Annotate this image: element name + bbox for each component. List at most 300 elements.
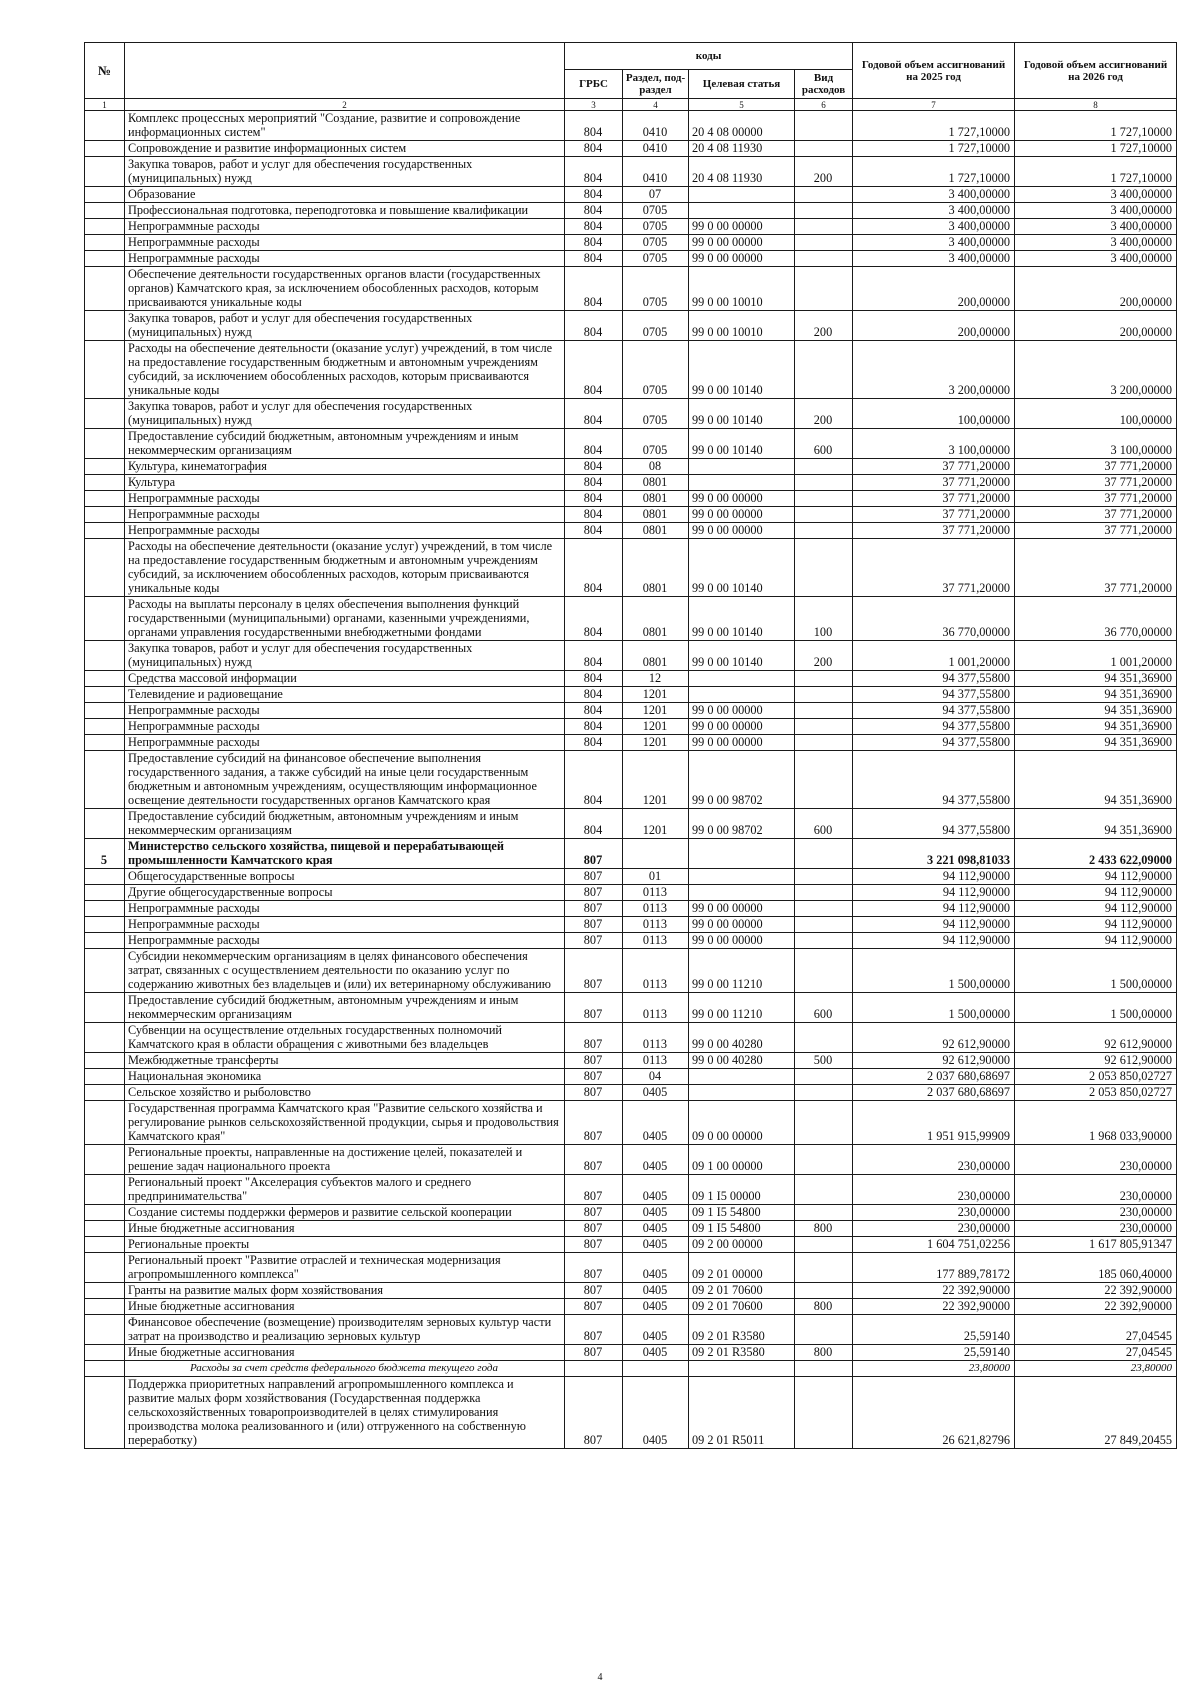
row-expense-type bbox=[795, 111, 853, 141]
row-name: Гранты на развитие малых форм хозяйствования bbox=[125, 1283, 565, 1299]
column-numbers-row bbox=[85, 99, 1177, 111]
table-row bbox=[85, 1145, 1177, 1175]
row-amount-2026: 3 400,00000 bbox=[1015, 251, 1177, 267]
row-name: Сельское хозяйство и рыболовство bbox=[125, 1085, 565, 1101]
row-expense-type bbox=[795, 1069, 853, 1085]
budget-body bbox=[85, 99, 1177, 1449]
row-amount-2026: 94 351,36900 bbox=[1015, 735, 1177, 751]
row-expense-type bbox=[795, 491, 853, 507]
table-row bbox=[85, 597, 1177, 641]
row-amount-2026: 94 351,36900 bbox=[1015, 809, 1177, 839]
row-target-article: 99 0 00 40280 bbox=[689, 1023, 795, 1053]
row-amount-2026: 1 727,10000 bbox=[1015, 111, 1177, 141]
row-target-article bbox=[689, 1069, 795, 1085]
row-name: Региональный проект "Развитие отраслей и техническая модернизация агропромышленного комплекса" bbox=[125, 1253, 565, 1283]
row-grbs: 807 bbox=[565, 993, 623, 1023]
row-razdel: 0405 bbox=[623, 1345, 689, 1361]
colnum: 1 bbox=[85, 99, 125, 111]
row-expense-type bbox=[795, 751, 853, 809]
colnum: 4 bbox=[623, 99, 689, 111]
row-expense-type: 800 bbox=[795, 1345, 853, 1361]
row-name: Обеспечение деятельности государственных органов власти (государственных органов) Камчатского края, за исключением обособленных расходов, которым присваиваются уникальные коды bbox=[125, 267, 565, 311]
row-amount-2026: 22 392,90000 bbox=[1015, 1283, 1177, 1299]
row-razdel: 0405 bbox=[623, 1175, 689, 1205]
row-grbs: 804 bbox=[565, 203, 623, 219]
row-name: Непрограммные расходы bbox=[125, 901, 565, 917]
table-row bbox=[85, 735, 1177, 751]
row-target-article: 99 0 00 10140 bbox=[689, 539, 795, 597]
row-expense-type: 100 bbox=[795, 597, 853, 641]
row-amount-2025: 94 377,55800 bbox=[853, 671, 1015, 687]
row-expense-type bbox=[795, 235, 853, 251]
row-expense-type bbox=[795, 203, 853, 219]
row-target-article: 09 1 I5 00000 bbox=[689, 1175, 795, 1205]
row-razdel: 0405 bbox=[623, 1101, 689, 1145]
row-number bbox=[85, 157, 125, 187]
row-expense-type: 800 bbox=[795, 1299, 853, 1315]
row-grbs: 804 bbox=[565, 429, 623, 459]
table-row bbox=[85, 1253, 1177, 1283]
row-razdel: 0705 bbox=[623, 341, 689, 399]
row-amount-2026: 94 112,90000 bbox=[1015, 885, 1177, 901]
row-expense-type: 200 bbox=[795, 399, 853, 429]
row-amount-2026: 3 400,00000 bbox=[1015, 235, 1177, 251]
header-vid: Вид расходов bbox=[795, 70, 853, 99]
row-number bbox=[85, 993, 125, 1023]
table-row bbox=[85, 475, 1177, 491]
row-grbs: 804 bbox=[565, 507, 623, 523]
row-amount-2026: 94 351,36900 bbox=[1015, 687, 1177, 703]
row-razdel: 0705 bbox=[623, 311, 689, 341]
row-name: Другие общегосударственные вопросы bbox=[125, 885, 565, 901]
row-razdel: 0113 bbox=[623, 917, 689, 933]
row-amount-2025: 1 727,10000 bbox=[853, 141, 1015, 157]
row-razdel: 0801 bbox=[623, 523, 689, 539]
row-expense-type: 500 bbox=[795, 1053, 853, 1069]
row-grbs: 807 bbox=[565, 1237, 623, 1253]
row-razdel: 0801 bbox=[623, 641, 689, 671]
row-amount-2025: 37 771,20000 bbox=[853, 491, 1015, 507]
row-target-article bbox=[689, 1085, 795, 1101]
row-expense-type bbox=[795, 949, 853, 993]
row-amount-2025: 1 727,10000 bbox=[853, 157, 1015, 187]
row-target-article bbox=[689, 187, 795, 203]
row-grbs: 804 bbox=[565, 187, 623, 203]
table-row bbox=[85, 885, 1177, 901]
table-row bbox=[85, 1299, 1177, 1315]
row-expense-type bbox=[795, 917, 853, 933]
table-row bbox=[85, 491, 1177, 507]
row-number bbox=[85, 1069, 125, 1085]
row-expense-type bbox=[795, 671, 853, 687]
row-name: Закупка товаров, работ и услуг для обеспечения государственных (муниципальных) нужд bbox=[125, 157, 565, 187]
header-num: № bbox=[85, 43, 125, 99]
row-grbs bbox=[565, 1361, 623, 1377]
row-name: Региональные проекты, направленные на достижение целей, показателей и решение задач национального проекта bbox=[125, 1145, 565, 1175]
row-amount-2026: 230,00000 bbox=[1015, 1145, 1177, 1175]
row-expense-type bbox=[795, 703, 853, 719]
row-razdel: 1201 bbox=[623, 719, 689, 735]
row-amount-2025: 230,00000 bbox=[853, 1175, 1015, 1205]
row-number bbox=[85, 1053, 125, 1069]
row-number bbox=[85, 1345, 125, 1361]
row-razdel: 0113 bbox=[623, 993, 689, 1023]
row-expense-type bbox=[795, 523, 853, 539]
row-amount-2025: 1 727,10000 bbox=[853, 111, 1015, 141]
row-target-article: 99 0 00 00000 bbox=[689, 901, 795, 917]
table-row bbox=[85, 839, 1177, 869]
table-row bbox=[85, 111, 1177, 141]
row-target-article: 99 0 00 10140 bbox=[689, 641, 795, 671]
row-amount-2026: 1 500,00000 bbox=[1015, 949, 1177, 993]
row-target-article: 99 0 00 10140 bbox=[689, 597, 795, 641]
row-target-article: 09 1 I5 54800 bbox=[689, 1205, 795, 1221]
row-amount-2025: 1 001,20000 bbox=[853, 641, 1015, 671]
row-target-article: 09 2 01 R3580 bbox=[689, 1315, 795, 1345]
row-grbs: 807 bbox=[565, 1345, 623, 1361]
row-expense-type bbox=[795, 341, 853, 399]
row-target-article: 09 1 00 00000 bbox=[689, 1145, 795, 1175]
row-name: Министерство сельского хозяйства, пищевой и перерабатывающей промышленности Камчатского края bbox=[125, 839, 565, 869]
row-grbs: 804 bbox=[565, 235, 623, 251]
row-grbs: 807 bbox=[565, 949, 623, 993]
row-name: Расходы на обеспечение деятельности (оказание услуг) учреждений, в том числе на предоставление государственным бюджетным и автономным учреждениям субсидий, за исключением обособленных расходов, которым присваиваются уникальные коды bbox=[125, 341, 565, 399]
row-name: Непрограммные расходы bbox=[125, 235, 565, 251]
row-amount-2025: 3 400,00000 bbox=[853, 203, 1015, 219]
row-target-article: 99 0 00 00000 bbox=[689, 491, 795, 507]
row-number bbox=[85, 187, 125, 203]
row-expense-type: 200 bbox=[795, 641, 853, 671]
row-amount-2026: 3 200,00000 bbox=[1015, 341, 1177, 399]
row-grbs: 807 bbox=[565, 1053, 623, 1069]
row-name: Культура, кинематография bbox=[125, 459, 565, 475]
row-grbs: 804 bbox=[565, 157, 623, 187]
table-row bbox=[85, 901, 1177, 917]
row-number bbox=[85, 311, 125, 341]
row-amount-2025: 1 604 751,02256 bbox=[853, 1237, 1015, 1253]
row-target-article: 09 2 01 70600 bbox=[689, 1283, 795, 1299]
table-row bbox=[85, 1237, 1177, 1253]
row-name: Непрограммные расходы bbox=[125, 219, 565, 235]
table-row bbox=[85, 641, 1177, 671]
row-razdel: 0113 bbox=[623, 901, 689, 917]
row-target-article: 09 2 00 00000 bbox=[689, 1237, 795, 1253]
row-expense-type bbox=[795, 1253, 853, 1283]
row-amount-2025: 3 221 098,81033 bbox=[853, 839, 1015, 869]
table-row bbox=[85, 187, 1177, 203]
table-row bbox=[85, 1175, 1177, 1205]
row-grbs: 807 bbox=[565, 917, 623, 933]
table-row bbox=[85, 507, 1177, 523]
row-number bbox=[85, 1361, 125, 1377]
row-amount-2026: 1 617 805,91347 bbox=[1015, 1237, 1177, 1253]
row-target-article: 99 0 00 98702 bbox=[689, 809, 795, 839]
header-name bbox=[125, 43, 565, 99]
row-name: Телевидение и радиовещание bbox=[125, 687, 565, 703]
row-amount-2026: 37 771,20000 bbox=[1015, 459, 1177, 475]
table-row bbox=[85, 311, 1177, 341]
row-number bbox=[85, 459, 125, 475]
row-target-article: 99 0 00 00000 bbox=[689, 933, 795, 949]
row-target-article bbox=[689, 203, 795, 219]
row-grbs: 807 bbox=[565, 1377, 623, 1449]
row-amount-2025: 22 392,90000 bbox=[853, 1299, 1015, 1315]
row-expense-type: 600 bbox=[795, 993, 853, 1023]
row-grbs: 807 bbox=[565, 1069, 623, 1085]
row-number bbox=[85, 141, 125, 157]
table-row bbox=[85, 1377, 1177, 1449]
table-row bbox=[85, 1221, 1177, 1237]
row-number bbox=[85, 1315, 125, 1345]
row-razdel: 0801 bbox=[623, 475, 689, 491]
row-amount-2026: 3 400,00000 bbox=[1015, 219, 1177, 235]
row-amount-2025: 37 771,20000 bbox=[853, 539, 1015, 597]
colnum: 3 bbox=[565, 99, 623, 111]
row-number bbox=[85, 1221, 125, 1237]
row-number bbox=[85, 1283, 125, 1299]
row-expense-type bbox=[795, 1145, 853, 1175]
row-amount-2026: 22 392,90000 bbox=[1015, 1299, 1177, 1315]
row-razdel: 1201 bbox=[623, 703, 689, 719]
table-row bbox=[85, 1085, 1177, 1101]
row-razdel: 1201 bbox=[623, 751, 689, 809]
row-name: Иные бюджетные ассигнования bbox=[125, 1345, 565, 1361]
row-number bbox=[85, 901, 125, 917]
row-name: Непрограммные расходы bbox=[125, 491, 565, 507]
row-amount-2026: 37 771,20000 bbox=[1015, 507, 1177, 523]
row-amount-2025: 230,00000 bbox=[853, 1205, 1015, 1221]
row-number bbox=[85, 1101, 125, 1145]
row-grbs: 804 bbox=[565, 597, 623, 641]
row-amount-2025: 94 377,55800 bbox=[853, 719, 1015, 735]
row-name: Национальная экономика bbox=[125, 1069, 565, 1085]
row-razdel: 1201 bbox=[623, 735, 689, 751]
row-name: Государственная программа Камчатского края "Развитие сельского хозяйства и регулирование рынков сельскохозяйственной продукции, сырья и продовольствия Камчатского края" bbox=[125, 1101, 565, 1145]
row-expense-type bbox=[795, 1283, 853, 1299]
row-expense-type bbox=[795, 141, 853, 157]
row-amount-2025: 3 400,00000 bbox=[853, 235, 1015, 251]
row-expense-type bbox=[795, 1361, 853, 1377]
row-expense-type bbox=[795, 267, 853, 311]
row-grbs: 804 bbox=[565, 341, 623, 399]
table-row bbox=[85, 1361, 1177, 1377]
table-row bbox=[85, 993, 1177, 1023]
row-grbs: 804 bbox=[565, 399, 623, 429]
row-razdel: 0410 bbox=[623, 157, 689, 187]
row-target-article: 99 0 00 00000 bbox=[689, 235, 795, 251]
row-grbs: 804 bbox=[565, 671, 623, 687]
row-razdel: 0405 bbox=[623, 1205, 689, 1221]
row-name: Предоставление субсидий бюджетным, автономным учреждениям и иным некоммерческим организациям bbox=[125, 429, 565, 459]
row-razdel: 0410 bbox=[623, 141, 689, 157]
row-razdel: 0113 bbox=[623, 885, 689, 901]
row-target-article: 09 2 01 70600 bbox=[689, 1299, 795, 1315]
header-razdel: Раздел, под-раздел bbox=[623, 70, 689, 99]
page-number: 4 bbox=[597, 1672, 603, 1683]
row-name: Предоставление субсидий на финансовое обеспечение выполнения государственного задания, а также субсидий на иные цели государственным бюджетным и автономным учреждениям, осуществляющим информационное освещение деятельности государственных органов Камчатского края bbox=[125, 751, 565, 809]
row-target-article bbox=[689, 687, 795, 703]
row-razdel: 0801 bbox=[623, 507, 689, 523]
row-target-article: 99 0 00 98702 bbox=[689, 751, 795, 809]
row-amount-2026: 94 351,36900 bbox=[1015, 703, 1177, 719]
row-number bbox=[85, 111, 125, 141]
row-number bbox=[85, 1145, 125, 1175]
row-amount-2025: 3 400,00000 bbox=[853, 219, 1015, 235]
row-amount-2026: 37 771,20000 bbox=[1015, 523, 1177, 539]
table-row bbox=[85, 751, 1177, 809]
row-number bbox=[85, 341, 125, 399]
row-number bbox=[85, 491, 125, 507]
header-row-1 bbox=[85, 43, 1177, 70]
row-amount-2026: 2 433 622,09000 bbox=[1015, 839, 1177, 869]
row-target-article bbox=[689, 671, 795, 687]
row-number bbox=[85, 671, 125, 687]
colnum: 6 bbox=[795, 99, 853, 111]
row-name: Иные бюджетные ассигнования bbox=[125, 1299, 565, 1315]
row-target-article: 20 4 08 11930 bbox=[689, 157, 795, 187]
table-row bbox=[85, 671, 1177, 687]
row-expense-type: 800 bbox=[795, 1221, 853, 1237]
row-number bbox=[85, 949, 125, 993]
row-grbs: 804 bbox=[565, 735, 623, 751]
row-name: Профессиональная подготовка, переподготовка и повышение квалификации bbox=[125, 203, 565, 219]
budget-table bbox=[84, 42, 1177, 1449]
row-grbs: 807 bbox=[565, 1283, 623, 1299]
row-target-article: 20 4 08 11930 bbox=[689, 141, 795, 157]
row-amount-2026: 2 053 850,02727 bbox=[1015, 1069, 1177, 1085]
row-razdel: 04 bbox=[623, 1069, 689, 1085]
table-row bbox=[85, 523, 1177, 539]
row-grbs: 807 bbox=[565, 1145, 623, 1175]
row-amount-2026: 230,00000 bbox=[1015, 1221, 1177, 1237]
row-name: Образование bbox=[125, 187, 565, 203]
row-amount-2026: 37 771,20000 bbox=[1015, 475, 1177, 491]
table-row bbox=[85, 251, 1177, 267]
row-razdel: 0705 bbox=[623, 235, 689, 251]
row-expense-type: 200 bbox=[795, 311, 853, 341]
row-amount-2026: 1 500,00000 bbox=[1015, 993, 1177, 1023]
row-number bbox=[85, 203, 125, 219]
row-expense-type: 600 bbox=[795, 809, 853, 839]
row-amount-2026: 1 001,20000 bbox=[1015, 641, 1177, 671]
row-amount-2025: 37 771,20000 bbox=[853, 507, 1015, 523]
row-number bbox=[85, 1377, 125, 1449]
row-number bbox=[85, 751, 125, 809]
row-razdel: 0705 bbox=[623, 219, 689, 235]
row-razdel bbox=[623, 1361, 689, 1377]
row-grbs: 807 bbox=[565, 869, 623, 885]
table-row bbox=[85, 459, 1177, 475]
row-razdel: 0113 bbox=[623, 1053, 689, 1069]
row-amount-2025: 94 377,55800 bbox=[853, 703, 1015, 719]
row-amount-2025: 2 037 680,68697 bbox=[853, 1069, 1015, 1085]
row-number bbox=[85, 235, 125, 251]
row-name: Предоставление субсидий бюджетным, автономным учреждениям и иным некоммерческим организациям bbox=[125, 809, 565, 839]
row-amount-2026: 3 400,00000 bbox=[1015, 203, 1177, 219]
row-grbs: 804 bbox=[565, 111, 623, 141]
row-amount-2025: 200,00000 bbox=[853, 267, 1015, 311]
row-amount-2026: 185 060,40000 bbox=[1015, 1253, 1177, 1283]
row-name: Закупка товаров, работ и услуг для обеспечения государственных (муниципальных) нужд bbox=[125, 641, 565, 671]
table-row bbox=[85, 141, 1177, 157]
row-amount-2026: 94 351,36900 bbox=[1015, 719, 1177, 735]
row-number bbox=[85, 475, 125, 491]
row-amount-2026: 200,00000 bbox=[1015, 267, 1177, 311]
row-grbs: 807 bbox=[565, 1221, 623, 1237]
row-razdel: 0405 bbox=[623, 1237, 689, 1253]
row-expense-type bbox=[795, 1085, 853, 1101]
row-razdel: 0405 bbox=[623, 1085, 689, 1101]
row-amount-2025: 100,00000 bbox=[853, 399, 1015, 429]
row-razdel: 0705 bbox=[623, 267, 689, 311]
row-name: Региональные проекты bbox=[125, 1237, 565, 1253]
row-target-article bbox=[689, 885, 795, 901]
row-number bbox=[85, 251, 125, 267]
row-amount-2025: 1 500,00000 bbox=[853, 993, 1015, 1023]
table-row bbox=[85, 157, 1177, 187]
row-amount-2025: 23,80000 bbox=[853, 1361, 1015, 1377]
row-expense-type bbox=[795, 507, 853, 523]
row-grbs: 807 bbox=[565, 1315, 623, 1345]
row-target-article: 09 1 I5 54800 bbox=[689, 1221, 795, 1237]
row-number bbox=[85, 219, 125, 235]
row-amount-2026: 200,00000 bbox=[1015, 311, 1177, 341]
row-target-article: 99 0 00 00000 bbox=[689, 703, 795, 719]
row-grbs: 804 bbox=[565, 687, 623, 703]
colnum: 8 bbox=[1015, 99, 1177, 111]
row-number bbox=[85, 885, 125, 901]
row-name: Поддержка приоритетных направлений агропромышленного комплекса и развитие малых форм хозяйствования (Государственная поддержка сельскохозяйственных товаропроизводителей в целях стимулирования производства молока реализованного и (или) отгруженного на собственную переработку) bbox=[125, 1377, 565, 1449]
row-name: Субсидии некоммерческим организациям в целях финансового обеспечения затрат, связанных с осуществлением деятельности по оказанию услуг по содержанию животных без владельцев и (или) их ветеринарному обслуживанию bbox=[125, 949, 565, 993]
row-expense-type bbox=[795, 1205, 853, 1221]
row-expense-type bbox=[795, 219, 853, 235]
row-number bbox=[85, 869, 125, 885]
table-row bbox=[85, 429, 1177, 459]
row-grbs: 804 bbox=[565, 311, 623, 341]
row-amount-2025: 3 100,00000 bbox=[853, 429, 1015, 459]
row-expense-type bbox=[795, 719, 853, 735]
row-number bbox=[85, 917, 125, 933]
row-razdel: 0405 bbox=[623, 1145, 689, 1175]
table-row bbox=[85, 399, 1177, 429]
row-razdel: 0405 bbox=[623, 1299, 689, 1315]
row-number bbox=[85, 539, 125, 597]
row-amount-2025: 94 377,55800 bbox=[853, 687, 1015, 703]
row-number bbox=[85, 687, 125, 703]
table-row bbox=[85, 809, 1177, 839]
table-row bbox=[85, 341, 1177, 399]
row-amount-2026: 92 612,90000 bbox=[1015, 1053, 1177, 1069]
row-amount-2025: 200,00000 bbox=[853, 311, 1015, 341]
row-name: Общегосударственные вопросы bbox=[125, 869, 565, 885]
row-grbs: 807 bbox=[565, 933, 623, 949]
table-row bbox=[85, 869, 1177, 885]
row-name: Непрограммные расходы bbox=[125, 703, 565, 719]
row-number bbox=[85, 1175, 125, 1205]
row-expense-type bbox=[795, 869, 853, 885]
row-name: Средства массовой информации bbox=[125, 671, 565, 687]
row-expense-type bbox=[795, 839, 853, 869]
row-target-article: 99 0 00 00000 bbox=[689, 219, 795, 235]
row-razdel: 0801 bbox=[623, 491, 689, 507]
row-name: Закупка товаров, работ и услуг для обеспечения государственных (муниципальных) нужд bbox=[125, 311, 565, 341]
row-name: Финансовое обеспечение (возмещение) производителям зерновых культур части затрат на производство и реализацию зерновых культур bbox=[125, 1315, 565, 1345]
row-grbs: 804 bbox=[565, 267, 623, 311]
row-amount-2025: 36 770,00000 bbox=[853, 597, 1015, 641]
row-grbs: 804 bbox=[565, 219, 623, 235]
row-amount-2025: 22 392,90000 bbox=[853, 1283, 1015, 1299]
table-row bbox=[85, 1069, 1177, 1085]
